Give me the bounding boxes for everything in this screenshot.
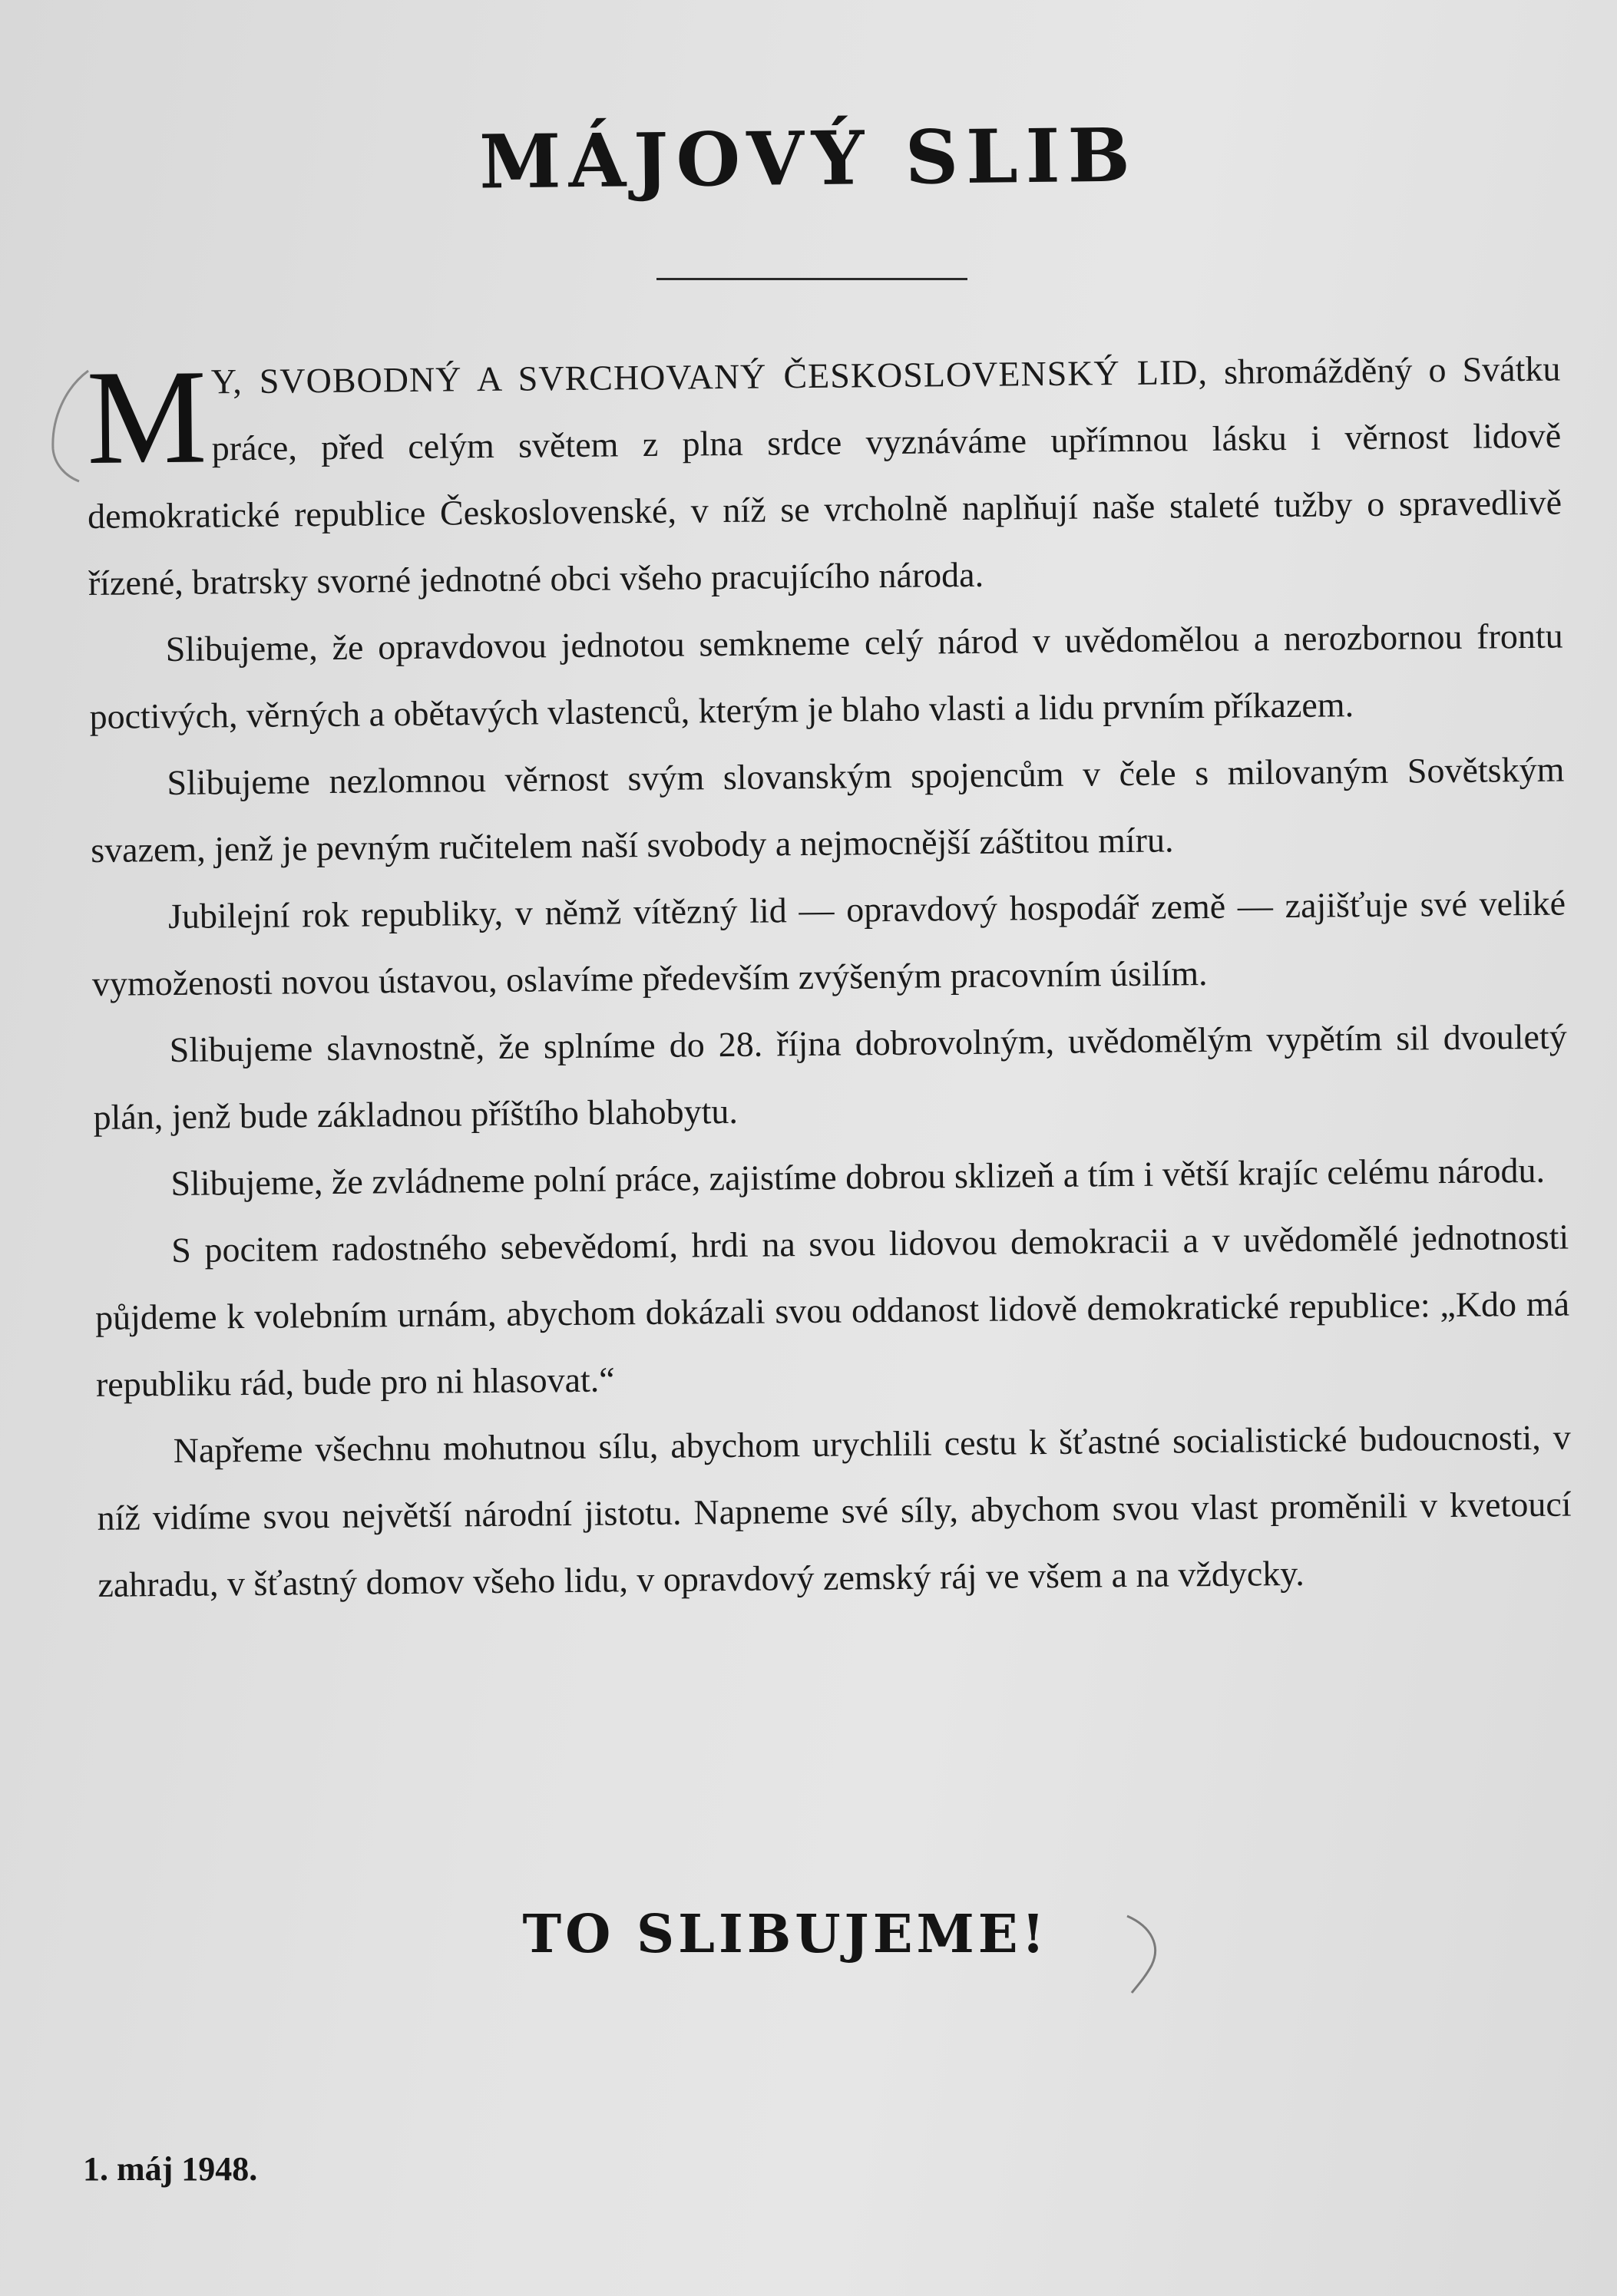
paragraph-1	[86, 335, 1562, 616]
document-date: 1. máj 1948.	[83, 2150, 258, 2188]
pencil-mark-right	[1121, 1911, 1167, 1996]
lead-caps: Y, SVOBODNÝ A SVRCHOVANÝ ČESKOSLOVENSKÝ LID,	[210, 352, 1209, 401]
paragraph-2: Slibujeme, že opravdovou jednotou semkneme celý národ v uvědomělou a nerozbornou frontu poctivých, věrných a obětavých vlastenců, kterým je blaho vlasti a lidu prvním příkazem.	[89, 616, 1563, 736]
paragraph-1-text: shromážděný o Svátku práce, před celým světem z plna srdce vyznáváme upřímnou lásku i věrnost lidově demokratické republice Československé, v níž se vrcholně naplňují naše staleté tužby o spravedlivě řízené, bratrsky svorné jednotné obci všeho pracujícího národa.	[87, 349, 1562, 603]
closing-pledge: TO SLIBUJEME!	[522, 1904, 1049, 1965]
paragraph-3: Slibujeme nezlomnou věrnost svým slovanským spojencům v čele s milovaným Sovětským svazem, jenž je pevným ručitelem naší svobody a nejmocnější záštitou míru.	[91, 749, 1565, 870]
paragraph-4: Jubilejní rok republiky, v němž vítězný lid — opravdový hospodář země — zajišťuje své veliké vymoženosti novou ústavou, oslavíme především zvýšeným pracovním úsilím.	[91, 883, 1566, 1003]
drop-cap: M	[85, 342, 208, 493]
paragraph-8: Napřeme všechnu mohutnou sílu, abychom urychlili cestu k šťastné socialistické budoucnosti, v níž vidíme svou největší národní jistotu. Napneme své síly, abychom svou vlast proměnili v kvetoucí zahradu, v šťastný domov všeho lidu, v opravdový zemský ráj ve všem a na vždycky.	[97, 1417, 1572, 1604]
document-title: MÁJOVÝ SLIB	[478, 111, 1139, 206]
paragraph-7: S pocitem radostného sebevědomí, hrdi na svou lidovou demokracii a v uvědomělé jednotnosti půjdeme k volebním urnám, abychom dokázali svou oddanost lidově demokratické republice: „Kdo má republiku rád, bude pro ni hlasovat.“	[94, 1217, 1570, 1404]
title-divider	[656, 278, 967, 280]
body-text	[86, 335, 1572, 1618]
paragraph-6: Slibujeme, že zvládneme polní práce, zajistíme dobrou sklizeň a tím i větší krajíc celému národu.	[170, 1150, 1546, 1203]
paragraph-5: Slibujeme slavnostně, že splníme do 28. října dobrovolným, uvědomělým vypětím sil dvouletý plán, jenž bude základnou příštího blahobytu.	[93, 1016, 1567, 1137]
